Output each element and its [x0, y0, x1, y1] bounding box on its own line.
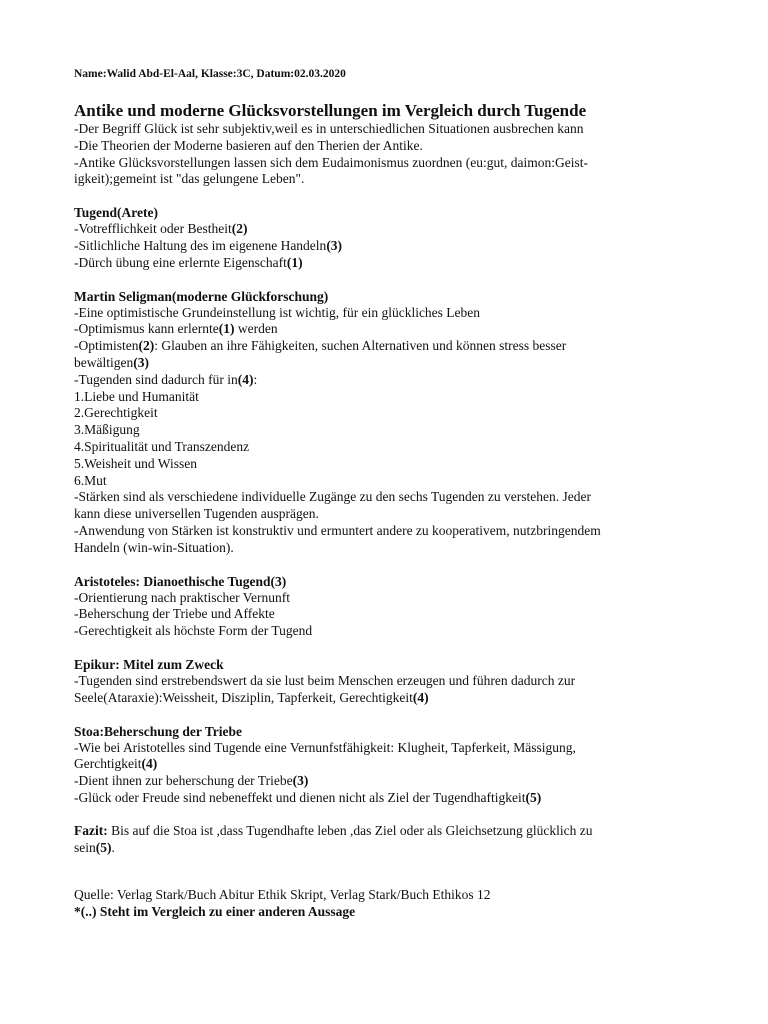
author-meta-line: Name:Walid Abd-El-Aal, Klasse:3C, Datum:02.03.2020 [74, 68, 346, 80]
line-text: -Sitlichliche Haltung des im eigenene Handeln [74, 237, 327, 253]
line-text: Gerchtigkeit [74, 756, 142, 772]
line-text: -Dient ihnen zur beherschung der Triebe [74, 773, 293, 789]
line-text: bewältigen [74, 354, 134, 370]
intro-line: -Der Begriff Glück ist sehr subjektiv,weil es in unterschiedlichen Situationen ausbrechen kann [74, 121, 584, 136]
reference-number: (1) [286, 254, 303, 270]
list-item: -Orientierung nach praktischer Vernunft [74, 589, 291, 605]
source-citation: Quelle: Verlag Stark/Buch Abitur Ethik Skript, Verlag Stark/Buch Ethikos 12 [74, 887, 491, 903]
intro-line: igkeit);gemeint ist "das gelungene Leben". [74, 171, 305, 187]
virtue-item: 6.Mut [74, 472, 107, 488]
seligman-section [74, 288, 694, 557]
list-item [74, 756, 694, 773]
list-item: -Anwendung von Stärken ist konstruktiv und ermuntert andere zu kooperativem, nutzbringendem [74, 522, 601, 538]
list-item [74, 221, 694, 238]
intro-line: -Antike Glücksvorstellungen lassen sich dem Eudaimonismus zuordnen (eu:gut, daimon:Geist- [74, 154, 589, 170]
line-text: Seele(Ataraxie):Weissheit, Disziplin, Tapferkeit, Gerechtigkeit [74, 689, 413, 705]
reference-number: (4) [141, 756, 158, 772]
reference-number: (5) [525, 789, 542, 805]
reference-number: (2) [138, 338, 155, 354]
list-item: -Tugenden sind erstrebendswert da sie lust beim Menschen erzeugen und führen dadurch zur [74, 672, 576, 688]
intro-line: -Die Theorien der Moderne basieren auf den Therien der Antike. [74, 137, 423, 153]
footer-section [74, 887, 694, 921]
reference-number: (3) [292, 773, 309, 789]
list-item: -Eine optimistische Grundeinstellung ist wichtig, für ein glückliches Leben [74, 304, 481, 320]
spacer [74, 856, 694, 887]
list-item: -Beherschung der Triebe und Affekte [74, 606, 275, 622]
virtue-item: 5.Weisheit und Wissen [74, 455, 197, 471]
reference-number: (3) [326, 237, 343, 253]
line-text: sein [74, 839, 96, 855]
list-item [74, 321, 694, 338]
footnote-text: *(..) Steht im Vergleich zu einer anderen Aussage [74, 904, 356, 920]
fazit-line [74, 823, 694, 840]
stoa-section [74, 723, 694, 807]
line-text: -Glück oder Freude sind nebeneffekt und dienen nicht als Ziel der Tugendhaftigkeit [74, 789, 526, 805]
section-heading-tugend: Tugend(Arete) [74, 205, 158, 221]
list-item [74, 690, 694, 707]
line-text: werden [234, 321, 278, 337]
line-text: -Tugenden sind dadurch für in [74, 371, 238, 387]
line-text: : [253, 371, 258, 387]
tugend-section [74, 204, 694, 271]
reference-number: (1) [218, 321, 235, 337]
list-item [74, 773, 694, 790]
virtue-item: 1.Liebe und Humanität [74, 388, 199, 404]
list-item: -Stärken sind als verschiedene individuelle Zugänge zu den sechs Tugenden zu verstehen. Jeder [74, 489, 591, 505]
reference-number: (3) [133, 354, 149, 370]
line-text: -Dürch übung eine erlernte Eigenschaft [74, 254, 287, 270]
list-item [74, 790, 694, 807]
line-text: -Votrefflichkeit oder Bestheit [74, 221, 232, 237]
document-page [74, 66, 694, 921]
virtue-item: 2.Gerechtigkeit [74, 405, 158, 421]
section-heading-stoa: Stoa:Beherschung der Triebe [74, 723, 242, 739]
list-item [74, 372, 694, 389]
footnote [74, 904, 694, 921]
aristoteles-section [74, 573, 694, 640]
epikur-section [74, 656, 694, 707]
line-text: Bis auf die Stoa ist ,dass Tugendhafte leben ,das Ziel oder als Gleichsetzung glücklich zu [107, 822, 593, 838]
document-title: Antike und moderne Glücksvorstellungen im Vergleich durch Tugende [74, 101, 587, 120]
list-item [74, 338, 694, 355]
fazit-section [74, 823, 694, 857]
list-item: Handeln (win-win-Situation). [74, 539, 234, 555]
reference-number: (4) [237, 371, 254, 387]
line-text: -Optimisten [74, 338, 139, 354]
reference-number: (4) [412, 689, 429, 705]
list-item [74, 355, 694, 372]
list-item: kann diese universellen Tugenden ausprägen. [74, 506, 319, 522]
section-heading-epikur: Epikur: Mitel zum Zweck [74, 656, 224, 672]
line-text: : Glauben an ihre Fähigkeiten, suchen Alternativen und können stress besser [154, 338, 567, 354]
virtue-item: 4.Spiritualität und Transzendenz [74, 438, 250, 454]
section-heading-seligman: Martin Seligman(moderne Glückforschung) [74, 288, 329, 304]
line-text: . [111, 839, 115, 855]
section-heading-aristoteles: Aristoteles: Dianoethische Tugend(3) [74, 573, 287, 589]
fazit-label: Fazit: [74, 822, 108, 838]
list-item [74, 238, 694, 255]
list-item: -Wie bei Aristotelles sind Tugende eine Vernunfstfähigkeit: Klugheit, Tapferkeit, Mässigung, [74, 739, 576, 755]
virtue-item: 3.Mäßigung [74, 422, 140, 438]
line-text: -Optimismus kann erlernte [74, 321, 219, 337]
reference-number: (5) [95, 839, 112, 855]
list-item: -Gerechtigkeit als höchste Form der Tugend [74, 623, 313, 639]
reference-number: (2) [231, 221, 248, 237]
list-item [74, 255, 694, 272]
fazit-line [74, 840, 694, 857]
intro-section [74, 121, 694, 188]
